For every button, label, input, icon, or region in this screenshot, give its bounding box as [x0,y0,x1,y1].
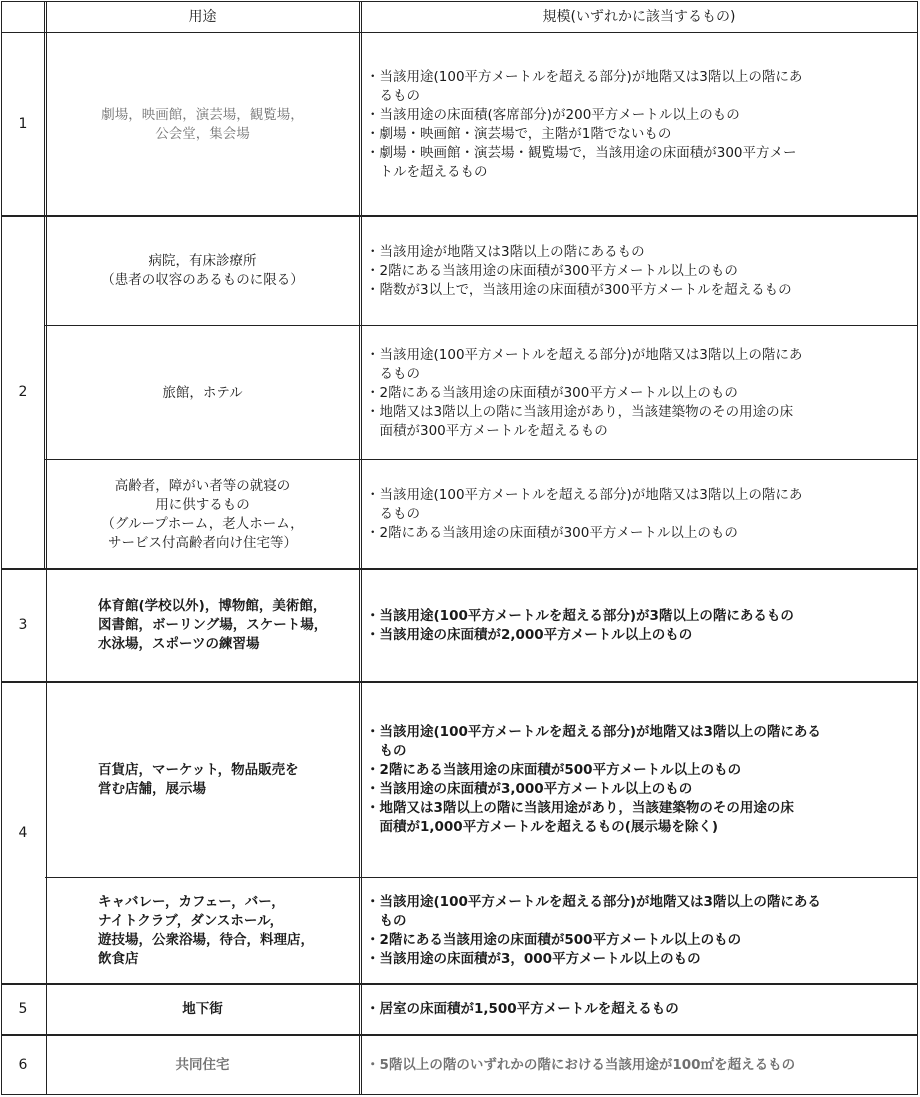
use-text: 地下街 [182,1001,223,1017]
scale-text: ・居室の床面積が1,500平方メートルを超えるもの [366,1001,679,1017]
row-number-1 [1,33,45,216]
use-text: 共同住宅 [175,1056,230,1073]
table-border-left [1,1,2,1095]
row-number-2 [1,216,45,569]
table-border-top [1,1,918,2]
row-divider [1,215,918,217]
row-number-3 [1,569,45,682]
scale-cell-hospitals [360,216,918,326]
scale-text: ・5階以上の階のいずれかの階における当該用途が100㎡を超えるもの [366,1056,796,1073]
usage-scale-table [1,1,918,1095]
table-border-right [917,1,918,1095]
scale-text: ・当該用途(100平方メートルを超える部分)が地階又は3階以上の階にあ るもの ・2階にある当該用途の床面積が300平方メートル以上のもの ・地階又は3階以上の階に当該用途があり，当該建築物のその用途の床 面積が300平方メートルを超えるもの [366,346,803,439]
header-divider [1,32,918,33]
row-number-text: 6 [18,1056,28,1073]
use-cell-gymnasiums [45,569,360,682]
row-number-text: 3 [18,617,28,633]
use-text: 高齢者，障がい者等の就寝の 用に供するもの （グループホーム，老人ホーム， サービス付高齢者向け住宅等） [101,477,304,551]
column-divider-number-double [46,1,47,569]
row-number-6 [1,1035,45,1095]
use-text: 百貨店，マーケット，物品販売を 営む店舗，展示場 [98,762,299,797]
scale-text: ・当該用途(100平方メートルを超える部分)が地階又は3階以上の階にあ るもの ・当該用途の床面積(客席部分)が200平方メートル以上のもの ・劇場・映画館・演芸場で，主階が1階でないもの ・劇場・映画館・演芸場・観覧場で，当該用途の床面積が300平方メー トルを超えるもの [366,68,803,180]
scale-text: ・当該用途が地階又は3階以上の階にあるもの ・2階にある当該用途の床面積が300平方メートル以上のもの ・階数が3以上で，当該用途の床面積が300平方メートルを超えるもの [366,243,792,298]
row-divider [1,1034,918,1036]
scale-cell-hotels [360,326,918,460]
scale-text: ・当該用途(100平方メートルを超える部分)が地階又は3階以上の階にある もの ・2階にある当該用途の床面積が500平方メートル以上のもの ・当該用途の床面積が3,000平方メートル以上のもの ・地階又は3階以上の階に当該用途があり，当該建築物のその用途の床 面積が1,000平方メートルを超えるもの(展示場を除く) [366,724,821,835]
subrow-divider [45,459,918,460]
use-cell-underground-mall [45,984,360,1035]
scale-cell-apartments [360,1035,918,1095]
scale-cell-department-stores [360,682,918,878]
row-divider [1,568,918,570]
use-cell-department-stores [45,682,360,878]
table-border-bottom [1,1094,918,1095]
header-use: 用途 [188,8,217,25]
scale-text: ・当該用途(100平方メートルを超える部分)が3階以上の階にあるもの ・当該用途の床面積が2,000平方メートル以上のもの [366,607,794,643]
column-divider-number [44,1,45,569]
header-scale: 規模(いずれかに該当するもの) [542,8,736,25]
use-text: 劇場，映画館，演芸場，観覧場， 公会堂，集会場 [101,106,304,142]
row-divider [1,983,918,985]
column-divider-number-lower [46,569,47,1095]
use-text: 旅館，ホテル [162,384,243,401]
scale-text: ・当該用途(100平方メートルを超える部分)が地階又は3階以上の階にあ るもの ・2階にある当該用途の床面積が300平方メートル以上のもの [366,487,803,541]
scale-cell-entertainment [360,878,918,984]
use-cell-hospitals [45,216,360,326]
scale-cell-gymnasiums [360,569,918,682]
use-cell-apartments [45,1035,360,1095]
row-divider [1,681,918,683]
row-number-text: 1 [18,116,28,132]
use-cell-elderly-housing [45,460,360,569]
row-number-text: 5 [18,1001,28,1017]
row-number-5 [1,984,45,1035]
header-scale-cell [360,1,918,33]
use-cell-theaters [45,33,360,216]
scale-cell-theaters [360,33,918,216]
scale-cell-underground-mall [360,984,918,1035]
use-text: キャバレー，カフェー，バー， ナイトクラブ，ダンスホール， 遊技場，公衆浴場，待合，料理店， 飲食店 [98,894,314,967]
row-number-text: 4 [18,824,28,841]
header-number-cell [1,1,45,33]
use-text: 病院，有床診療所 （患者の収容のあるものに限る） [101,253,304,288]
use-cell-entertainment [45,878,360,984]
use-text: 体育館(学校以外)，博物館，美術館， 図書館，ボーリング場，スケート場， 水泳場，スポーツの練習場 [98,598,328,652]
column-divider-use-double [361,1,362,1095]
subrow-divider [45,877,918,878]
row-number-4 [1,682,45,984]
subrow-divider [45,325,918,326]
scale-cell-elderly-housing [360,460,918,569]
scale-text: ・当該用途(100平方メートルを超える部分)が地階又は3階以上の階にある もの ・2階にある当該用途の床面積が500平方メートル以上のもの ・当該用途の床面積が3，000平方メートル以上のもの [366,894,821,967]
header-use-cell [45,1,360,33]
column-divider-use [359,1,360,1095]
use-cell-hotels [45,326,360,460]
row-number-text: 2 [18,384,28,400]
